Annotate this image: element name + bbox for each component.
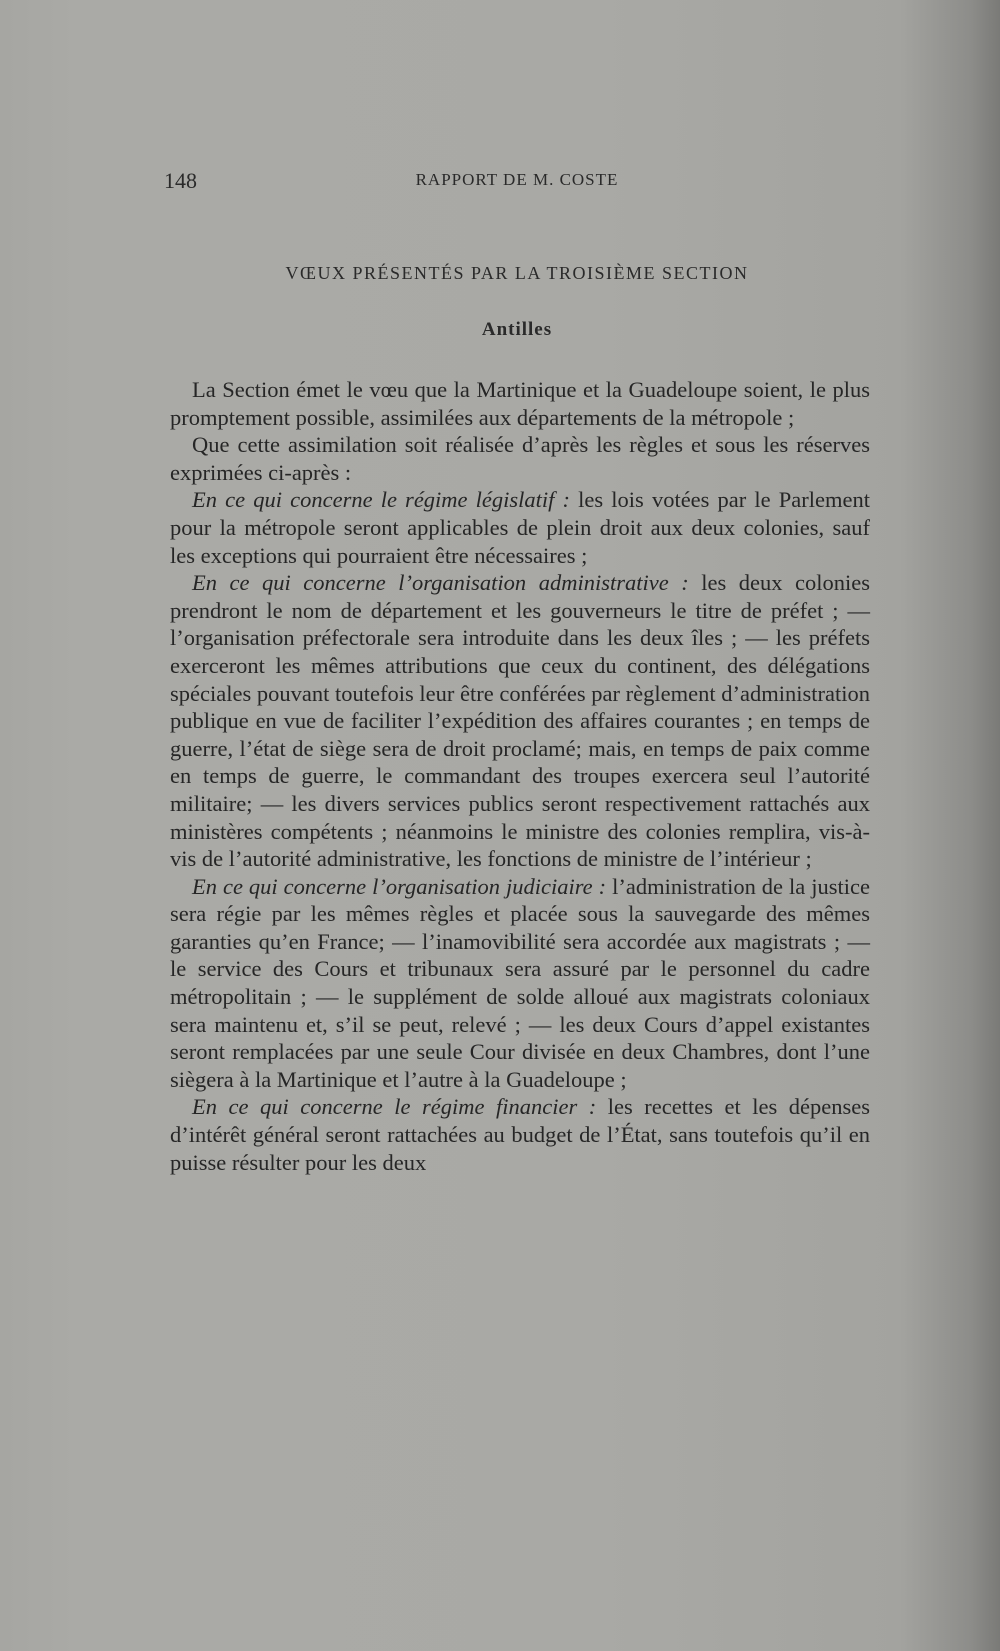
paragraph <box>170 1093 870 1176</box>
section-title: VŒUX PRÉSENTÉS PAR LA TROISIÈME SECTION <box>285 263 749 283</box>
page-header <box>164 168 870 194</box>
page-number: 148 <box>164 168 197 193</box>
paragraph-text: les recettes et les dépenses d’intérêt général seront rattachées au budget de l’État, sans toutefois qu’il en puisse résulter pour les deux <box>170 1094 870 1175</box>
paragraph <box>170 569 870 873</box>
section-subtitle: Antilles <box>481 319 553 340</box>
paragraph-text: les deux colonies prendront le nom de département et les gouverneurs le titre de préfet ; — l’organisation préfectorale sera introduite dans les deux îles ; — les préfets exerceront les mêmes attributions que ceux du continent, des délégations spéciales pouvant toutefois leur être conférées par règlement d’administration publique en vue de faciliter l’expédition des affaires courantes ; en temps de guerre, l’état de siège sera de droit proclamé; mais, en temps de paix comme en temps de guerre, le commandant des troupes exercera seul l’autorité militaire; — les divers services publics seront respectivement rattachés aux ministères compétents ; néanmoins le ministre des colonies remplira, vis-à-vis de l’autorité administrative, les fonctions de ministre de l’intérieur ; <box>170 570 870 872</box>
paragraph-lead: En ce qui concerne le régime législatif : <box>192 487 571 513</box>
paragraph <box>170 376 870 431</box>
body-text <box>170 376 870 1176</box>
paragraph <box>170 431 870 486</box>
paragraph-text: l’administration de la justice sera régie par les mêmes règles et placée sous la sauvegarde des mêmes garanties qu’en France; — l’inamovibilité sera accordée aux magistrats ; — le service des Cours et tribunaux sera assuré par le personnel du cadre métropolitain ; — le supplément de solde alloué aux magistrats coloniaux sera maintenu et, s’il se peut, relevé ; — les deux Cours d’appel existantes seront remplacées par une seule Cour divisée en deux Chambres, dont l’une siègera à la Martinique et l’autre à la Guadeloupe ; <box>170 873 870 1092</box>
paragraph-text: Que cette assimilation soit réalisée d’après les règles et sous les réserves exprimées ci-après : <box>170 432 870 485</box>
paragraph-lead: En ce qui concerne l’organisation administrative : <box>192 570 689 596</box>
paragraph <box>170 873 870 1094</box>
paragraph-text: les lois votées par le Parlement pour la métropole seront applicables de plein droit aux deux colonies, sauf les exceptions qui pourraient être nécessaires ; <box>170 487 870 568</box>
paragraph-text: La Section émet le vœu que la Martinique et la Guadeloupe soient, le plus promptement possible, assimilées aux départements de la métropole ; <box>170 377 870 430</box>
paragraph-lead: En ce qui concerne l’organisation judiciaire : <box>192 873 607 899</box>
paragraph-lead: En ce qui concerne le régime financier : <box>192 1094 597 1120</box>
paragraph <box>170 486 870 569</box>
running-title: RAPPORT DE M. COSTE <box>415 170 619 189</box>
